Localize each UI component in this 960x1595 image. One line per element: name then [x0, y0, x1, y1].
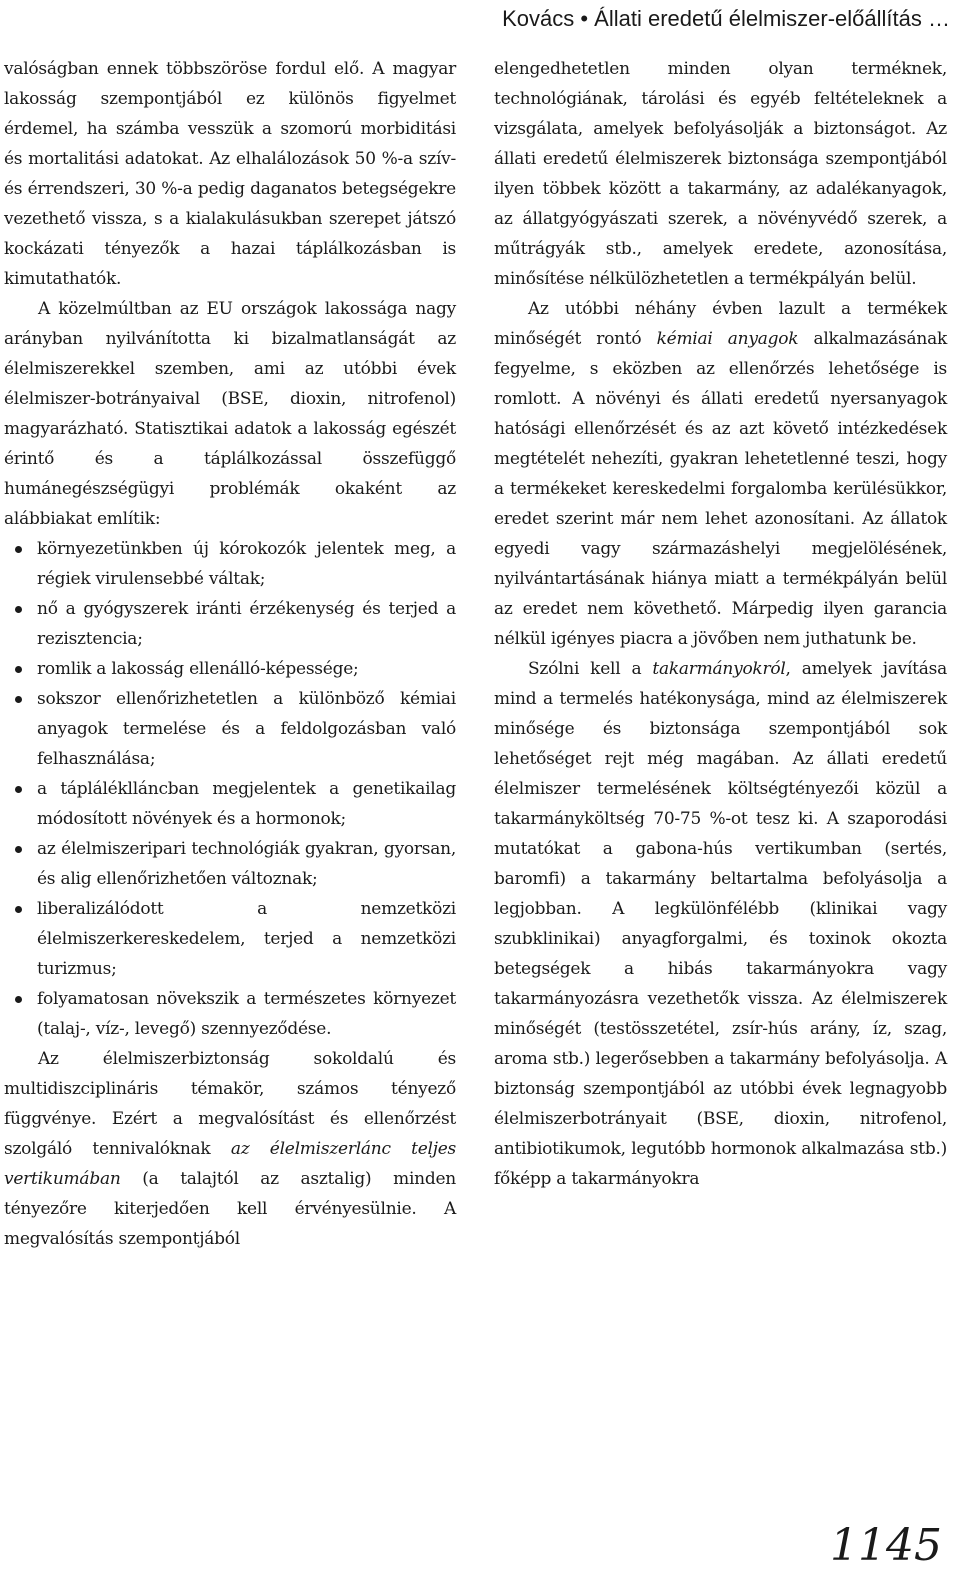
- list-item: környezetünkben új kórokozók jelentek meg, a régiek virulensebbé váltak;: [4, 534, 456, 594]
- bullet-icon: [15, 846, 22, 853]
- bullet-icon: [15, 996, 22, 1003]
- running-header: Kovács • Állati eredetű élelmiszer-előállítás …: [502, 6, 950, 31]
- list-item: romlik a lakosság ellenálló-képessége;: [4, 654, 456, 684]
- bullet-icon: [15, 696, 22, 703]
- bullet-icon: [15, 546, 22, 553]
- paragraph: Az élelmiszerbiztonság sokoldalú és multidiszciplináris témakör, számos tényező függvénye. Ezért a megvalósítást és ellenőrzést szolgáló tennivalóknak az élelmiszerlánc teljes vertikumában (a talajtól az asztalig) minden tényezőre kiterjedően kell érvényesülnie. A megvalósítás szempontjából: [4, 1049, 456, 1249]
- list-item: az élelmiszeripari technológiák gyakran, gyorsan, és alig ellenőrizhetően változnak;: [4, 834, 456, 894]
- bullet-list: [4, 534, 456, 1044]
- list-item: folyamatosan növekszik a természetes környezet (talaj-, víz-, levegő) szennyeződése.: [4, 984, 456, 1044]
- emphasis: az élelmiszerlánc teljes vertikumában: [4, 1139, 456, 1189]
- page-number: 1145: [830, 1520, 942, 1571]
- list-item: sokszor ellenőrizhetetlen a különböző kémiai anyagok termelése és a feldolgozásban való felhasználása;: [4, 684, 456, 774]
- paragraph: Az utóbbi néhány évben lazult a termékek minőségét rontó kémiai anyagok alkalmazásának fegyelme, s eközben az ellenőrzés lehetősége is romlott. A növényi és állati eredetű nyersanyagok hatósági ellenőrzését és az azt követő intézkedések megtételét nehezíti, gyakran lehetetlenné teszi, hogy a termékeket kereskedelmi forgalomba kerülésükkor, eredet szerint már nem lehet azonosítani. Az állatok egyedi vagy származáshelyi megjelölésének, nyilvántartásának hiánya miatt a termékpályán belül az eredet nem követhető. Márpedig ilyen garancia nélkül igényes piacra a jövőben nem juthatunk be.: [494, 299, 947, 649]
- emphasis: kémiai anyagok: [656, 329, 799, 349]
- list-item: liberalizálódott a nemzetközi élelmiszerkereskedelem, terjed a nemzetközi turizmus;: [4, 894, 456, 984]
- paragraph: valóságban ennek többszöröse fordul elő. A magyar lakosság szempontjából ez különös figyelmet érdemel, ha számba vesszük a szomorú morbiditási és mortalitási adatokat. Az elhalálozások 50 %-a szív- és érrendszeri, 30 %-a pedig daganatos betegségekre vezethető vissza, s a kialakulásukban szerepet játszó kockázati tényezők a hazai táplálkozásban is kimutathatók.: [4, 59, 456, 289]
- paragraph: elengedhetetlen minden olyan terméknek, technológiának, tárolási és egyéb feltételeknek a vizsgálata, amelyek befolyásolják a biztonságot. Az állati eredetű élelmiszerek biztonsága szempontjából ilyen többek között a takarmány, az adalékanyagok, az állatgyógyászati szerek, a növényvédő szerek, a műtrágyák stb., amelyek eredete, azonosítása, minősítése nélkülözhetetlen a termékpályán belül.: [494, 59, 947, 289]
- emphasis: takarmányokról: [652, 659, 786, 679]
- bullet-icon: [15, 666, 22, 673]
- bullet-icon: [15, 906, 22, 913]
- list-item: nő a gyógyszerek iránti érzékenység és terjed a rezisztencia;: [4, 594, 456, 654]
- bullet-icon: [15, 606, 22, 613]
- paragraph: A közelmúltban az EU országok lakossága nagy arányban nyilvánította ki bizalmatlanságát az élelmiszerekkel szemben, ami az utóbbi évek élelmiszer-botrányaival (BSE, dioxin, nitrofenol) magyarázható. Statisztikai adatok a lakosság egészét érintő és a táplálkozással összefüggő humánegészségügyi problémák okaként az alábbiakat említik:: [4, 299, 456, 529]
- list-item: a tápláléklláncban megjelentek a genetikailag módosított növények és a hormonok;: [4, 774, 456, 834]
- right-column: [494, 54, 947, 1194]
- left-column: [4, 54, 456, 1254]
- paragraph: Szólni kell a takarmányokról, amelyek javítása mind a termelés hatékonysága, mind az élelmiszerek minősége és biztonsága szempontjából sok lehetőséget rejt még magában. Az állati eredetű élelmiszer termelésének költségtényezői közül a takarmányköltség 70-75 %-ot tesz ki. A szaporodási mutatókat a gabona-hús vertikumban (sertés, baromfi) a takarmány beltartalma befolyásolja a legjobban. A legkülönfélébb (klinikai vagy szubklinikai) anyagforgalmi, és toxinok okozta betegségek a hibás takarmányokra vagy takarmányozásra vezethetők vissza. Az élelmiszerek minőségét (testösszetétel, zsír-hús arány, íz, szag, aroma stb.) legerősebben a takarmány befolyásolja. A biztonság szempontjából az utóbbi évek legnagyobb élelmiszerbotrányait (BSE, dioxin, nitrofenol, antibiotikumok, legutóbb hormonok alkalmazása stb.) főképp a takarmányokra: [494, 659, 947, 1189]
- bullet-icon: [15, 786, 22, 793]
